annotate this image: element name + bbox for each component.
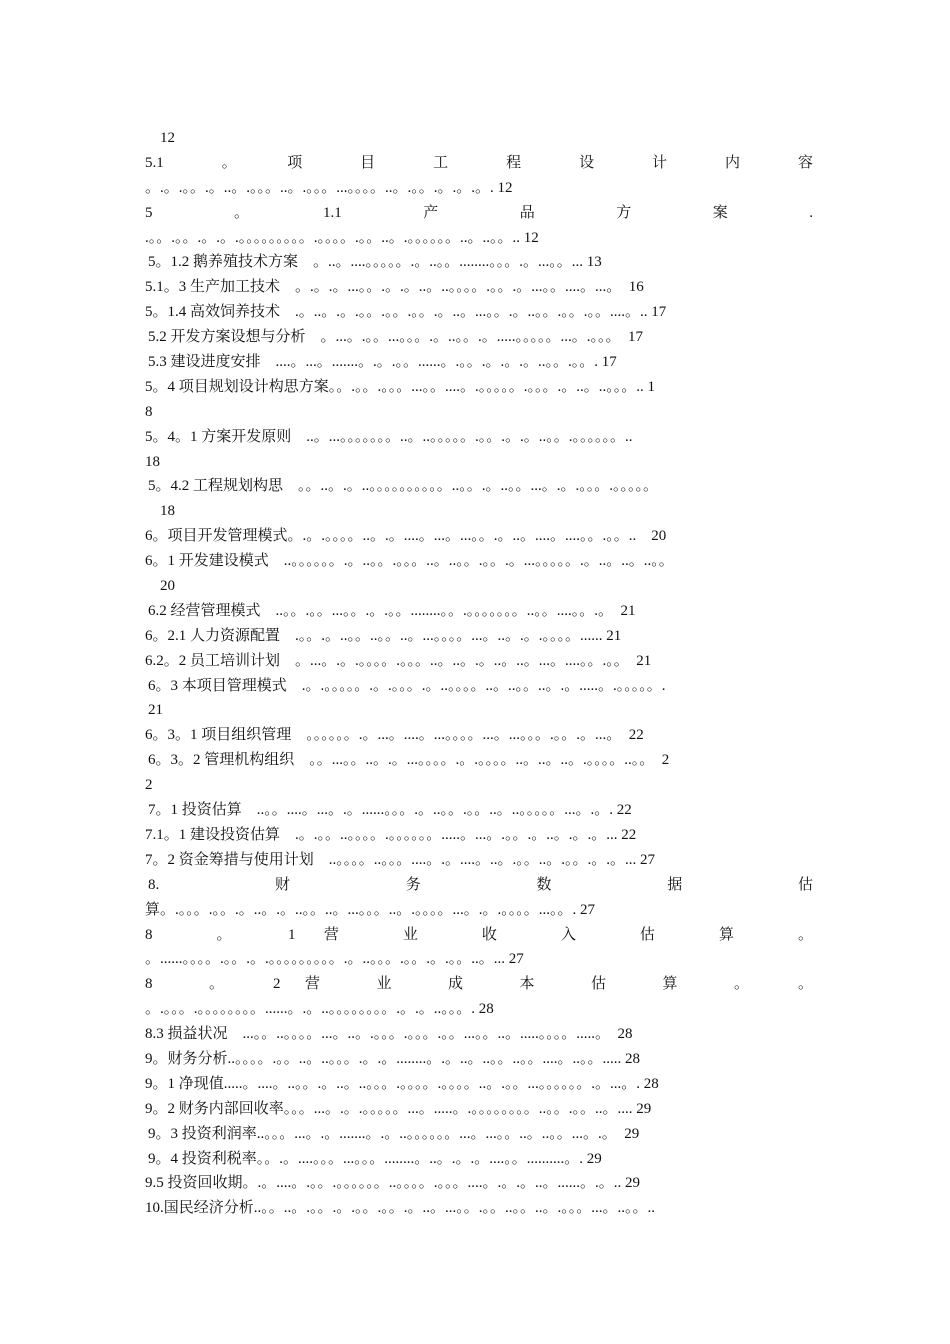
toc-line: 5。4。1 方案开发原则 ..。...。。。。。。。..。..。。。。。.。。.。.。..。。.。。。。。。.. xyxy=(145,428,633,445)
toc-line: 。......。。。。.。。.。.。。。。。。。。。.。..。。。.。。.。.。。..。... 27 xyxy=(145,951,524,968)
toc-line: 8 xyxy=(145,403,153,420)
toc-line: 5。1.4 高效饲养技术 .。..。.。.。。.。。.。。.。..。...。。.。..。。.。。.。。....。.. 17 xyxy=(145,304,667,321)
toc-line: 10.国民经济分析..。。..。.。。.。.。。.。。.。..。...。。.。。..。。..。.。。。...。..。。.. xyxy=(145,1200,656,1217)
toc-line: 6.2 经营管理模式 ..。。.。。...。。.。.。。........。。.。。。。。。。..。。....。。.。 21 xyxy=(148,602,636,619)
toc-line: 5.3 建设进度安排 ....。...。.......。.。.。。......。.。。.。.。.。..。。.。。. 17 xyxy=(148,354,617,371)
toc-line: 。.。。。.。。。。。。。。......。.。..。。。。。。。。.。.。..。。。. 28 xyxy=(145,1001,494,1018)
table-of-contents xyxy=(145,126,813,1221)
toc-line: 21 xyxy=(148,702,163,719)
toc-line: 8 。 2 营 业 成 本 估 算 。 。 xyxy=(145,976,813,993)
toc-line: 6。2.1 人力资源配置 .。。.。..。。..。。..。...。。。。...。..。.。.。。。。...... 21 xyxy=(145,627,622,644)
toc-line: 7。1 投资估算 ..。。....。...。.。......。。。.。..。。.。。..。..。。。。。...。.。. 22 xyxy=(148,802,632,819)
toc-line: 12 xyxy=(160,130,175,146)
toc-line: 20 xyxy=(160,578,175,595)
toc-line: 18 xyxy=(160,503,175,520)
toc-line: 5.2 开发方案设想与分析 。...。.。。...。。。.。..。。.。.....。。。。。...。.。。。 17 xyxy=(148,329,644,346)
toc-line: 算。.。。。.。。.。..。.。..。。..。...。。。..。.。。。。...。.。.。。。。...。。. 27 xyxy=(145,901,596,918)
toc-line: 7。2 资金筹措与使用计划 ..。。。。..。。。....。.。....。..。.。。..。.。。.。.。... 27 xyxy=(145,851,656,868)
toc-line: 9。3 投资利润率..。。。...。.。.......。.。..。。。。。。...。...。。..。..。。...。.。 29 xyxy=(148,1125,640,1142)
toc-line: 9。财务分析..。。。。.。。..。..。。。.。.。........。.。..。..。。..。。....。..。。..... 28 xyxy=(145,1050,641,1067)
toc-line: 6.2。2 员工培训计划 。...。.。.。。。。.。。。..。..。.。..。..。...。....。。.。。 21 xyxy=(145,652,652,669)
toc-line: 5.1 。 项 目 工 程 设 计 内 容 xyxy=(145,154,813,171)
toc-line: 9。4 投资利税率。。.。....。。。...。。。........。..。.。.。....。。..........。. 29 xyxy=(148,1150,602,1167)
toc-line: 6。3。2 管理机构组织 。。...。。..。.。...。。。。.。.。。。。..。..。..。.。。。。..。。 2 xyxy=(148,752,670,769)
toc-line: 。.。.。。.。..。.。。。..。.。。。...。。。。..。.。。.。.。.。. 12 xyxy=(145,179,513,196)
toc-line: 8. 财 务 数 据 估 xyxy=(148,876,813,893)
toc-line: 6。3。1 项目组织管理 。。。。。。.。...。....。...。。。。...。...。。。.。。.。...。 22 xyxy=(145,727,644,744)
toc-line: 9。2 财务内部回收率。。。...。.。.。。。。。...。.....。.。。。。。。。。..。。.。。..。.... 29 xyxy=(145,1100,652,1117)
toc-line: 18 xyxy=(145,453,160,470)
toc-line: 6。1 开发建设模式 ..。。。。。。.。..。。.。。。..。..。。.。。.。...。。。。。.。..。..。..。。 xyxy=(145,553,674,570)
toc-line: 2 xyxy=(145,777,153,794)
toc-line: 5。4 项目规划设计构思方案。。.。。.。。。...。。....。.。。。。。.。。。.。..。..。。。.. 1 xyxy=(145,378,656,395)
toc-line: 7.1。1 建设投资估算 .。.。。..。。。。.。。。。。。.....。...。.。。.。..。.。.。... 22 xyxy=(145,826,637,843)
toc-line: 6。3 本项目管理模式 .。.。。。。。.。.。。。.。..。。。。..。..。。..。.。.....。.。。。。。. xyxy=(148,677,666,694)
toc-line: 9。1 净现值.....。....。..。。.。..。..。。。.。。。。.。。。。..。.。。...。。。。。。.。...。. 28 xyxy=(145,1075,659,1092)
toc-line: 8 。 1 营 业 收 入 估 算 。 xyxy=(145,926,813,943)
toc-line: 9.5 投资回收期。.。....。.。。.。。。。。。..。。。。.。。。....。.。.。..。......。.。.. 29 xyxy=(145,1175,641,1192)
toc-line: 5。1.2 鹅养殖技术方案 。..。....。。。。。.。..。。........。。。.。...。。... 13 xyxy=(148,254,602,271)
toc-line: 5。4.2 工程规划构思 。。..。.。..。。。。。。。。。。..。。.。..。。...。.。.。。。.。。。。。 xyxy=(148,478,659,495)
toc-line: 5 。 1.1 产 品 方 案 . xyxy=(145,204,813,221)
toc-line: 5.1。3 生产加工技术 。.。.。...。。.。.。..。..。。。。.。。.。...。。....。...。 16 xyxy=(145,279,644,296)
toc-line: 8.3 损益状况 ...。。..。。。。...。..。.。。。.。。。.。。...。。..。.....。。。。.....。 28 xyxy=(145,1026,633,1043)
toc-line: 6。项目开发管理模式。.。.。。。。..。.。....。...。...。。.。..。....。....。。.。。.. 20 xyxy=(145,528,667,545)
toc-line: .。。.。。.。.。.。。。。。。。。。.。。。。.。。..。.。。。。。。..。..。。.. 12 xyxy=(145,229,539,246)
